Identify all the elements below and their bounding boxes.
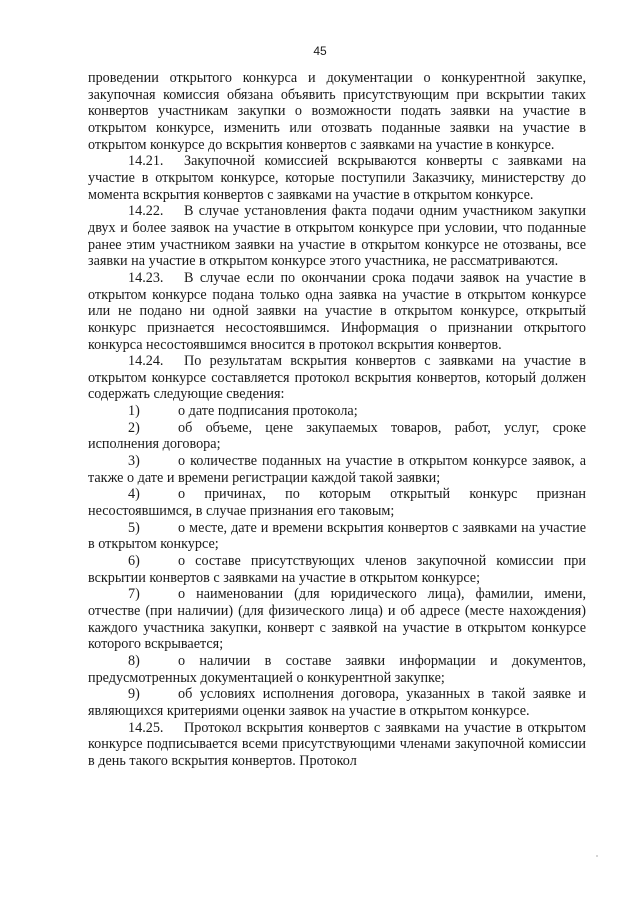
opening-paragraph: проведении открытого конкурса и документации о конкурентной закупке, закупочная комиссия обязана объявить присутствующим при вскрытии таких конвертов участникам закупки о возможности подать заявки на участие в открытом конкурсе, изменить или отозвать поданные заявки на участие в открытом конкурсе до вскрытия конвертов с заявками на участие в конкурсе. bbox=[88, 70, 586, 153]
list-item bbox=[88, 553, 586, 586]
list-marker: 6) bbox=[128, 553, 140, 570]
list-marker: 9) bbox=[128, 686, 140, 703]
clause-number: 14.22. bbox=[128, 203, 164, 220]
list-text: о месте, дате и времени вскрытия конвертов с заявками на участие в открытом конкурсе; bbox=[88, 519, 586, 553]
clause-number: 14.23. bbox=[128, 269, 164, 286]
clause-text: По результатам вскрытия конвертов с заявками на участие в открытом конкурсе составляется протокол вскрытия конвертов, который должен содержать следующие сведения: bbox=[88, 353, 586, 403]
list-text: о дате подписания протокола; bbox=[178, 403, 358, 420]
clause-number: 14.25. bbox=[128, 719, 164, 736]
clause-14-21 bbox=[88, 153, 586, 203]
clause-14-23 bbox=[88, 270, 586, 353]
page-number: 45 bbox=[313, 44, 327, 58]
list-item bbox=[88, 403, 586, 420]
clause-text: В случае если по окончании срока подачи заявок на участие в открытом конкурсе подана только одна заявка на участие в открытом конкурсе или не подано ни одной заявки на участие в открытом конкурсе, открытый конкурс признается несостоявшимся. Информация о признании открытого конкурса несостоявшимся вносится в протокол вскрытия конвертов. bbox=[88, 269, 586, 353]
list-text: о наименовании (для юридического лица), фамилии, имени, отчестве (при наличии) (для физического лица) и об адресе (месте нахождения) каждого участника закупки, конверт с заявкой на участие в открытом конкурсе которого вскрывается; bbox=[88, 586, 586, 653]
list-text: о причинах, по которым открытый конкурс признан несостоявшимся, в случае признания его таковым; bbox=[88, 486, 586, 520]
list-text: о наличии в составе заявки информации и документов, предусмотренных документацией о конкурентной закупке; bbox=[88, 652, 586, 686]
list-item bbox=[88, 520, 586, 553]
list-marker: 4) bbox=[128, 486, 140, 503]
list-text: об условиях исполнения договора, указанных в такой заявке и являющихся критериями оценки заявок на участие в открытом конкурсе. bbox=[88, 686, 586, 719]
clause-14-25 bbox=[88, 720, 586, 770]
list-marker: 5) bbox=[128, 519, 140, 536]
clause-number: 14.21. bbox=[128, 153, 164, 170]
list-item bbox=[88, 686, 586, 719]
list-item bbox=[88, 420, 586, 453]
clause-number: 14.24. bbox=[128, 353, 164, 370]
list-marker: 8) bbox=[128, 652, 140, 669]
list-item bbox=[88, 486, 586, 519]
list-marker: 3) bbox=[128, 453, 140, 470]
list-item bbox=[88, 653, 586, 686]
list-text: о составе присутствующих членов закупочной комиссии при вскрытии конвертов с заявками на участие в открытом конкурсе; bbox=[88, 553, 586, 586]
document-body bbox=[88, 70, 586, 770]
list-marker: 7) bbox=[128, 586, 140, 603]
list-item bbox=[88, 586, 586, 653]
clause-14-22 bbox=[88, 203, 586, 270]
scan-speck bbox=[596, 855, 598, 857]
list-text: о количестве поданных на участие в открытом конкурсе заявок, а также о дате и времени регистрации каждой такой заявки; bbox=[88, 453, 586, 486]
list-item bbox=[88, 453, 586, 486]
list-marker: 2) bbox=[128, 419, 140, 436]
clause-text: Закупочной комиссией вскрываются конверты с заявками на участие в открытом конкурсе, которые поступили Заказчику, министерству до момента вскрытия конвертов с заявками на участие в открытом конкурсе. bbox=[88, 153, 586, 203]
clause-14-24 bbox=[88, 353, 586, 403]
clause-text: Протокол вскрытия конвертов с заявками на участие в открытом конкурсе подписывается всеми присутствующими членами закупочной комиссии в день такого вскрытия конвертов. Протокол bbox=[88, 719, 586, 769]
clause-text: В случае установления факта подачи одним участником закупки двух и более заявок на участие в открытом конкурсе при условии, что поданные ранее этим участником заявки на участие в открытом конкурсе не отозваны, все заявки на участие в открытом конкурсе этого участника, не рассматриваются. bbox=[88, 203, 586, 270]
list-text: об объеме, цене закупаемых товаров, работ, услуг, сроке исполнения договора; bbox=[88, 419, 586, 453]
list-marker: 1) bbox=[128, 403, 140, 420]
